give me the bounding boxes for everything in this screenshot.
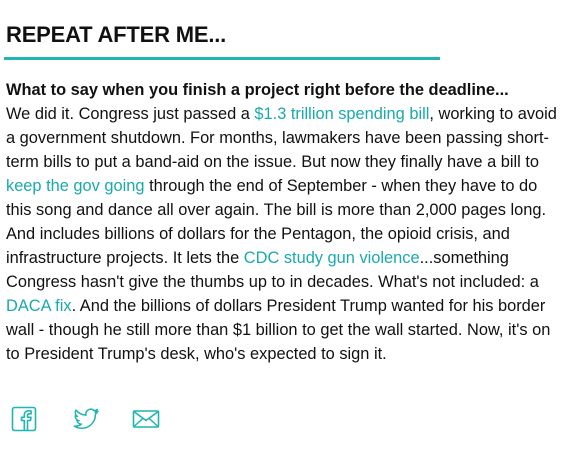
daca-fix-link[interactable]: DACA fix — [6, 297, 72, 315]
facebook-icon — [10, 405, 38, 433]
email-icon — [132, 405, 160, 433]
section-title: REPEAT AFTER ME... — [6, 22, 227, 47]
email-share-button[interactable] — [132, 405, 160, 433]
facebook-share-button[interactable] — [10, 405, 38, 433]
cdc-study-link[interactable]: CDC study gun violence — [243, 249, 420, 267]
title-divider — [4, 57, 440, 60]
article-lead: What to say when you finish a project right before the deadline... — [6, 81, 509, 99]
body-text: We did it. Congress just passed a — [6, 105, 255, 123]
keep-gov-going-link[interactable]: keep the gov going — [6, 177, 145, 195]
body-text: . And the billions of dollars President Trump wanted for his border wall - though he still more than $1 billion to get the wall started. Now, it's on to President Trump's desk, who's expected to sign it. — [6, 297, 551, 363]
body-text: ...something Congress hasn't give the thumbs up to in decades. What's not included: a — [6, 249, 539, 291]
share-bar — [10, 405, 160, 433]
body-text: through the end of September - when they have to do this song and dance all over again. The bill is more than 2,000 pages long. And includes billions of dollars for the Pentagon, the opioid crisis, and infrastructure projects. It lets the — [6, 177, 547, 267]
twitter-share-button[interactable] — [72, 405, 100, 433]
body-text: , working to avoid a government shutdown. For months, lawmakers have been passing short-term bills to put a band-aid on the issue. But now they finally have a bill to — [6, 105, 557, 171]
twitter-icon — [72, 405, 100, 433]
article-body — [6, 78, 566, 366]
spending-bill-link[interactable]: $1.3 trillion spending bill — [254, 105, 430, 123]
